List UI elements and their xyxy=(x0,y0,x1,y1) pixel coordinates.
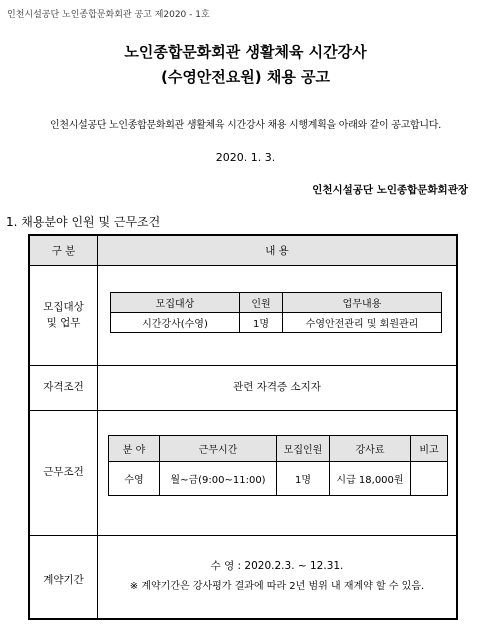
recruit-header-count: 인원 xyxy=(240,293,283,313)
recruit-label xyxy=(30,299,97,331)
page-subtitle: (수영안전요원) 채용 공고 xyxy=(160,68,331,86)
work-pay: 시급 18,000원 xyxy=(330,462,411,496)
recruit-header-row xyxy=(111,293,442,313)
contract-label: 계약기간 xyxy=(43,574,84,586)
announcement-date: 2020. 1. 3. xyxy=(215,151,276,164)
work-header-count: 모집인원 xyxy=(277,436,330,462)
header-category: 구 분 xyxy=(51,245,76,257)
recruit-row xyxy=(111,313,442,333)
work-header-pay: 강사료 xyxy=(330,436,411,462)
work-header-field: 분 야 xyxy=(109,436,160,462)
recruit-table xyxy=(110,292,442,333)
organization-name: 인천시설공단 노인종합문화회관장 xyxy=(312,184,468,196)
recruit-header-target: 모집대상 xyxy=(111,293,240,313)
work-header-note: 비고 xyxy=(411,436,448,462)
work-header-row xyxy=(109,436,448,462)
recruit-count: 1명 xyxy=(240,313,283,333)
work-count: 1명 xyxy=(277,462,330,496)
work-field: 수영 xyxy=(109,462,160,496)
recruit-label-line2: 및 업무 xyxy=(46,317,81,329)
work-note xyxy=(411,462,448,496)
conditions-table xyxy=(28,234,458,620)
page-title: 노인종합문화회관 생활체육 시간강사 xyxy=(124,43,367,61)
row-divider xyxy=(30,410,456,411)
row-divider xyxy=(30,365,456,366)
recruit-duty: 수영안전관리 및 회원관리 xyxy=(283,313,442,333)
recruit-target: 시간강사(수영) xyxy=(111,313,240,333)
section-title: 1. 채용분야 인원 및 근무조건 xyxy=(6,215,161,229)
work-hours: 월~금(9:00~11:00) xyxy=(160,462,277,496)
work-header-hours: 근무시간 xyxy=(160,436,277,462)
qualification-label: 자격조건 xyxy=(43,381,84,393)
recruit-label-line1: 모집대상 xyxy=(43,301,84,313)
intro-text: 인천시설공단 노인종합문화회관 생활체육 시간강사 채용 시행계획을 아래와 같이 공고합니다. xyxy=(50,120,441,131)
contract-note: ※ 계약기간은 강사평가 결과에 따라 2년 범위 내 재계약 할 수 있음. xyxy=(129,581,425,592)
work-row xyxy=(109,462,448,496)
contract-period: 수 영 : 2020.2.3. ~ 12.31. xyxy=(210,560,344,572)
row-divider xyxy=(30,535,456,536)
recruit-header-duty: 업무내용 xyxy=(283,293,442,313)
qualification-text: 관련 자격증 소지자 xyxy=(233,381,321,393)
work-table xyxy=(108,435,448,496)
work-label: 근무조건 xyxy=(43,466,84,478)
notice-number: 인천시설공단 노인종합문화회관 공고 제2020 - 1호 xyxy=(7,10,210,20)
header-content: 내 용 xyxy=(265,245,289,257)
